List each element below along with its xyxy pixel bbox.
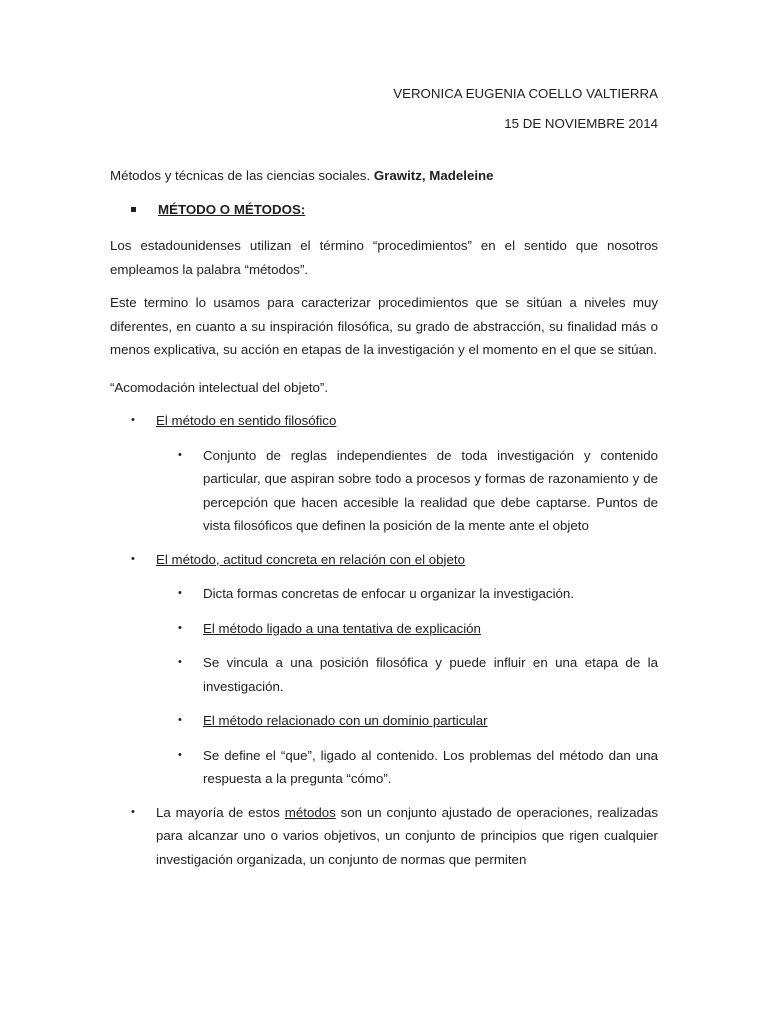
citation-title: Métodos y técnicas de las ciencias sociales. xyxy=(110,168,371,183)
section-heading-text: MÉTODO O MÉTODOS: xyxy=(158,202,306,217)
list-item xyxy=(110,409,658,433)
sub-list-item xyxy=(110,709,658,733)
bullet-dot-icon: • xyxy=(178,621,182,634)
sub-list-item-text: Se define el “que”, ligado al contenido. Los problemas del método dan una respuesta a la pregunta “cómo”. xyxy=(203,747,658,786)
bullet-dot-icon: • xyxy=(131,805,135,818)
sub-list-item xyxy=(110,444,658,538)
sub-list-item xyxy=(110,744,658,791)
sub-list-item-text: El método relacionado con un dominio particular xyxy=(203,713,488,728)
list-item-label: El método en sentido filosófico xyxy=(156,413,337,428)
citation xyxy=(110,167,658,185)
bullet-dot-icon: • xyxy=(178,714,182,726)
bullet-dot-icon: • xyxy=(178,748,182,761)
sub-list-item xyxy=(110,617,658,641)
bullet-dot-icon: • xyxy=(178,587,182,599)
sub-list-item xyxy=(110,582,658,606)
sub-list-item xyxy=(110,651,658,698)
sub-list-item-text: Dicta formas concretas de enfocar u organizar la investigación. xyxy=(203,586,575,601)
list-item-text-post: son un conjunto ajustado de operaciones, realizadas para alcanzar uno o varios objetivos, un conjunto de principios que rigen cualquier investigación organizada, un conjunto de normas que permiten xyxy=(156,804,659,867)
list-item-label: El método, actitud concreta en relación con el objeto xyxy=(156,551,465,567)
citation-author: Grawitz, Madeleine xyxy=(373,168,494,183)
document-date: 15 DE NOVIEMBRE 2014 xyxy=(504,116,658,131)
sub-list-item-text: El método ligado a una tentativa de explicación xyxy=(203,620,481,636)
square-bullet-icon xyxy=(131,207,136,212)
bullet-dot-icon: • xyxy=(131,414,135,426)
section-heading xyxy=(110,201,658,219)
bullet-dot-icon: • xyxy=(178,656,182,668)
bullet-dot-icon: • xyxy=(178,448,182,461)
list-item xyxy=(110,801,658,872)
quote: “Acomodación intelectual del objeto”. xyxy=(110,379,329,395)
bullet-dot-icon: • xyxy=(131,552,135,565)
list-item xyxy=(110,548,658,572)
sub-list-item-text: Conjunto de reglas independientes de toda investigación y contenido particular, que aspiran sobre todo a procesos y formas de razonamiento y de percepción que hacen accesible la realidad que debe captarse. Puntos de vista filosóficos que definen la posición de la mente ante el objeto xyxy=(203,447,658,533)
sub-list-item-text: Se vincula a una posición filosófica y puede influir en una etapa de la investigación. xyxy=(203,655,658,694)
paragraph-2: Este termino lo usamos para caracterizar procedimientos que se sitúan a niveles muy diferentes, en cuanto a su inspiración filosófica, su grado de abstracción, su finalidad más o menos explicativa, su acción en etapas de la investigación y el momento en el que se sitúan. xyxy=(110,295,658,357)
author-name: VERONICA EUGENIA COELLO VALTIERRA xyxy=(393,86,658,101)
list-item-text-underlined: métodos xyxy=(284,804,336,820)
paragraph-1: Los estadounidenses utilizan el término “procedimientos” en el sentido que nosotros empleamos la palabra “métodos”. xyxy=(110,238,658,277)
list-item-text-pre: La mayoría de estos xyxy=(156,804,285,820)
